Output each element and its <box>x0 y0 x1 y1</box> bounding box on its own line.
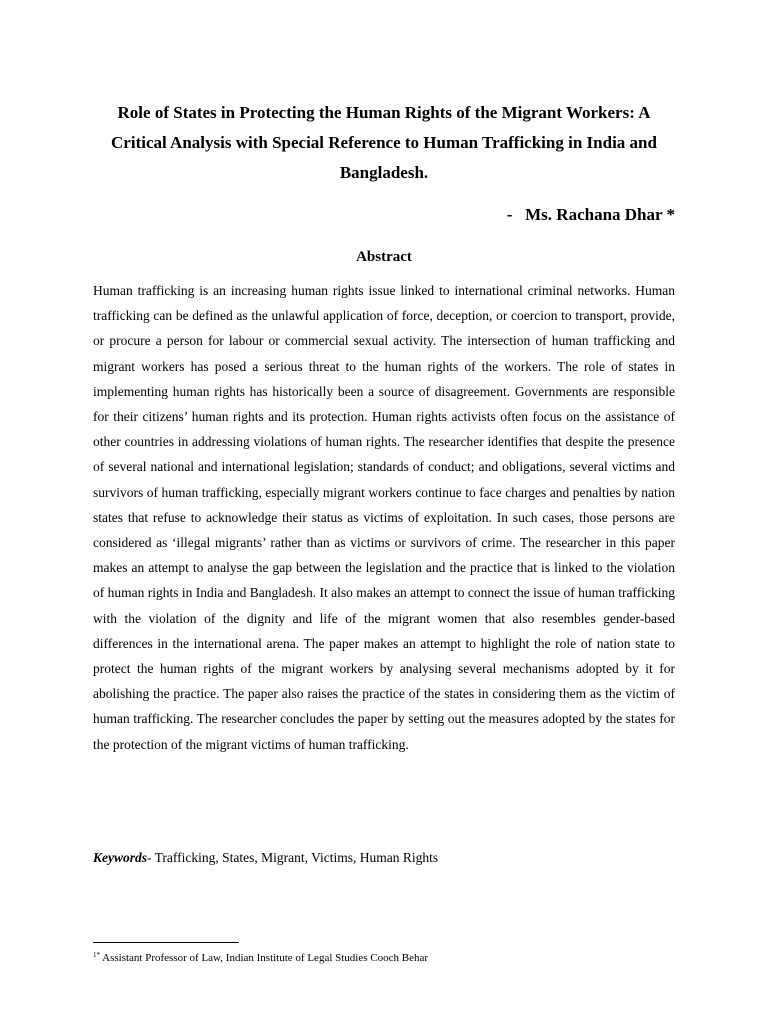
abstract-body: Human trafficking is an increasing human rights issue linked to international criminal networks. Human trafficking can be defined as the unlawful application of force, deception, or coercion to transport, provide, or procure a person for labour or commercial sexual activity. The intersection of human trafficking and migrant workers has posed a serious threat to the human rights of the workers. The role of states in implementing human rights has historically been a source of disagreement. Governments are responsible for their citizens’ human rights and its protection. Human rights activists often focus on the assistance of other countries in addressing violations of human rights. The researcher identifies that despite the presence of several national and international legislation; standards of conduct; and obligations, several victims and survivors of human trafficking, especially migrant workers continue to face charges and penalties by nation states that refuse to acknowledge their status as victims of exploitation. In such cases, those persons are considered as ‘illegal migrants’ rather than as victims or survivors of crime. The researcher in this paper makes an attempt to analyse the gap between the legislation and the practice that is linked to the violation of human rights in India and Bangladesh. It also makes an attempt to connect the issue of human trafficking with the violation of the dignity and life of the migrant women that also resembles gender-based differences in the international arena. The paper makes an attempt to highlight the role of nation state to protect the human rights of the migrant workers by analysing several mechanisms adopted by it for abolishing the practice. The paper also raises the practice of the states in considering them as the victim of human trafficking. The researcher concludes the paper by setting out the measures adopted by the states for the protection of the migrant victims of human trafficking. <box>93 283 675 752</box>
keywords-label: Keywords <box>93 850 147 865</box>
footnote <box>93 946 675 967</box>
author-line: - Ms. Rachana Dhar * <box>506 205 675 224</box>
footnote-marker: 1* <box>93 951 100 959</box>
document-page <box>93 0 675 1024</box>
abstract-heading: Abstract <box>356 249 412 265</box>
keywords-list: - Trafficking, States, Migrant, Victims, Human Rights <box>147 850 439 865</box>
paper-title: Role of States in Protecting the Human Rights of the Migrant Workers: A Critical Analysis with Special Reference to Human Trafficking in India and Bangladesh. <box>111 103 657 182</box>
footnote-divider <box>93 942 239 943</box>
keywords-line <box>93 846 675 870</box>
footnote-text: Assistant Professor of Law, Indian Institute of Legal Studies Cooch Behar <box>100 952 429 964</box>
